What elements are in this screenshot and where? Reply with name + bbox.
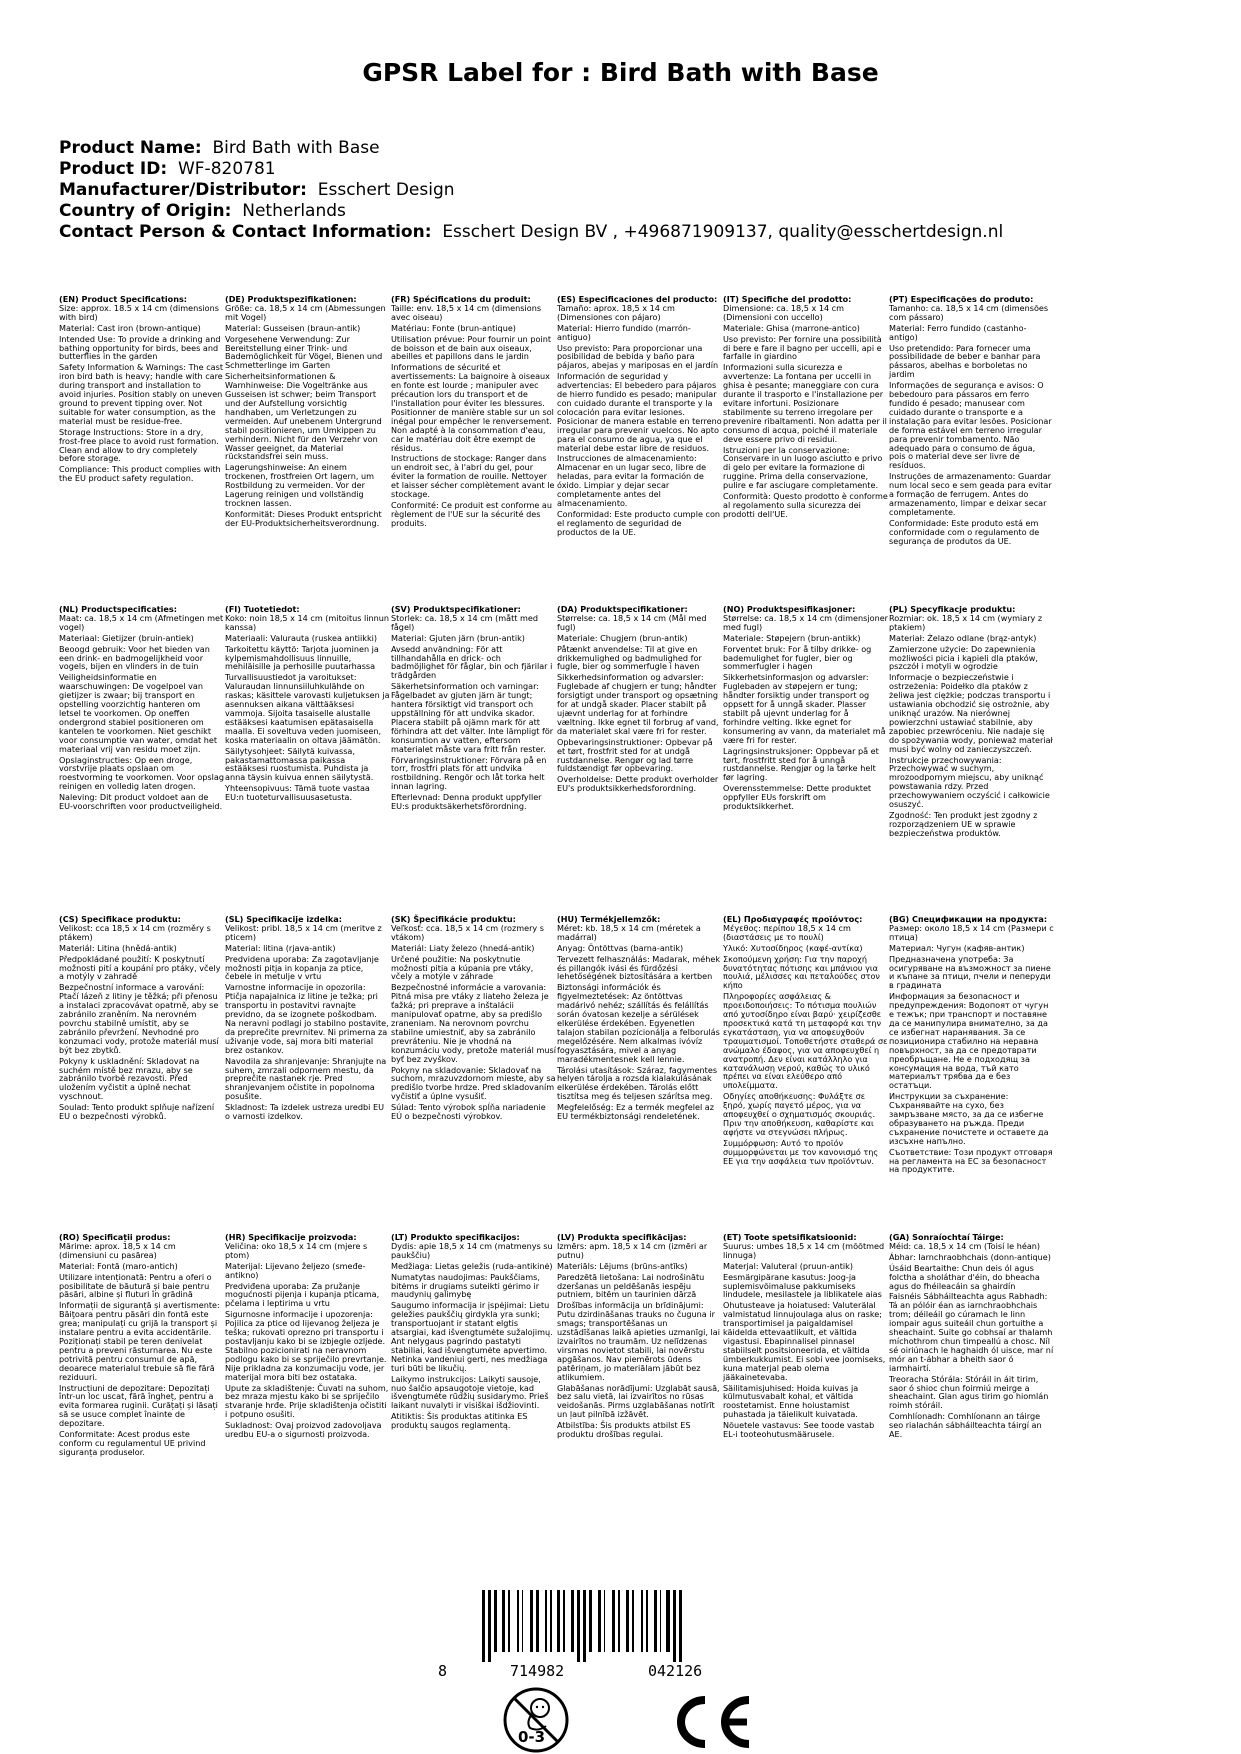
spec-paragraph: Size: approx. 18.5 x 14 cm (dimensions with bird) (59, 302, 219, 322)
spec-block (557, 1233, 722, 1439)
spec-paragraph: Taille: env. 18,5 x 14 cm (dimensions avec oiseau) (391, 302, 542, 322)
spec-heading: (RO) Specificații produs: (59, 1232, 171, 1242)
spec-paragraph: Materiaali: Valurauta (ruskea antiikki) (225, 632, 378, 643)
spec-paragraph: Tarkoitettu käyttö: Tarjota juominen ja kylpemismahdollisuus linnuille, mehiläisille ja perhosille puutarhassa (225, 643, 379, 672)
spec-paragraph: Intended Use: To provide a drinking and bathing opportunity for birds, bees and butterflies in the garden (59, 333, 221, 362)
spec-heading: (HU) Termékjellemzők: (557, 914, 661, 924)
barcode-bar (536, 1590, 539, 1652)
spec-heading: (SV) Produktspecifikationer: (391, 604, 521, 614)
spec-paragraph: Soulad: Tento produkt splňuje nařízení EU o bezpečnosti výrobků. (59, 1102, 215, 1122)
spec-paragraph: Úsáid Beartaithe: Chun deis ól agus folctha a sholáthar d'éin, do bheacha agus do fhéileacáin sa ghairdín (889, 1262, 1040, 1291)
spec-paragraph: Съответствие: Този продукт отговаря на регламента на ЕС за безопасност на продуктите. (889, 1146, 1053, 1175)
spec-paragraph: Σκοπούμενη χρήση: Για την παροχή δυνατότητας πότισης και μπάνιου για πουλιά, μέλισσες και πεταλούδες στον κήπο (723, 953, 880, 991)
barcode-bar (598, 1590, 601, 1652)
spec-paragraph: Izmērs: apm. 18,5 x 14 cm (izmēri ar putnu) (557, 1240, 708, 1260)
barcode-bar (494, 1590, 497, 1652)
spec-paragraph: Safety Information & Warnings: The cast iron bird bath is heavy; handle with care during transport and installation to avoid injuries. Position stably on uneven ground to prevent tipping over. Not suitable for water consumption, as the material must be residue-free. (59, 362, 223, 426)
spec-paragraph: Instructions de stockage: Ranger dans un endroit sec, à l'abri du gel, pour éviter la formation de rouille. Nettoyer et laisser sécher complètement avant le stockage. (391, 453, 555, 500)
spec-paragraph: Materiale: Ghisa (marrone-antico) (723, 322, 860, 333)
spec-paragraph: Sikkerhetsinformasjon og advarsler: Fuglebaden av støpejern er tung; håndter forsiktig under transport og oppsett for å unngå skader. Plasser stabilt på ujevnt underlag for å forhindre velting. Ikke egnet for konsumering av vann, da materialet må være fri for rester. (723, 672, 886, 745)
spec-paragraph: Mărime: aprox. 18,5 x 14 cm (dimensiuni cu pasărea) (59, 1240, 176, 1260)
spec-paragraph: Efterlevnad: Denna produkt uppfyller EU:s produktsäkerhetsförordning. (391, 792, 542, 812)
spec-block (723, 295, 888, 519)
spec-paragraph: Uso previsto: Per fornire una possibilità di bere e fare il bagno per uccelli, api e farfalle in giardino (723, 333, 882, 362)
spec-paragraph: Instrucciones de almacenamiento: Almacenar en un lugar seco, libre de heladas, para evitar la formación de óxido. Limpiar y dejar secar completamente antes del almacenamiento. (557, 453, 707, 508)
spec-block (889, 605, 1054, 838)
spec-paragraph: Conformidad: Este producto cumple con el reglamento de seguridad de productos de la UE. (557, 508, 721, 537)
spec-paragraph: Dydis: apie 18,5 x 14 cm (matmenys su paukščiu) (391, 1240, 553, 1260)
barcode-bar (612, 1590, 615, 1652)
spec-paragraph: Инструкции за съхранение: Съхранявайте на сухо, без замръзване място, за да се избегне образуването на ръжда. Преди съхранение почистете и оставете да изсъхне напълно. (889, 1091, 1049, 1146)
product-info-row (59, 201, 1003, 222)
spec-paragraph: Größe: ca. 18,5 x 14 cm (Abmessungen mit Vogel) (225, 302, 386, 322)
spec-block (557, 605, 722, 793)
spec-paragraph: Informații de siguranță și avertismente: Băiţoara pentru păsări din fontă este grea; manipulați cu grijă la transport și instalare pentru a evita accidentările. Poziționați stabil pe teren denivelat pentru a preveni răsturnarea. Nu este potrivită pentru consumul de apă, deoarece materialul trebuie să fie fără reziduuri. (59, 1300, 220, 1382)
spec-block (557, 295, 722, 537)
spec-paragraph: Material: Gusseisen (braun-antik) (225, 322, 361, 333)
spec-paragraph: Méid: ca. 18,5 x 14 cm (Toisí le héan) (889, 1240, 1041, 1251)
spec-paragraph: Comhlíonadh: Comhlíonann an táirge seo rialachán sábháilteachta táirgí an AE. (889, 1411, 1042, 1440)
spec-paragraph: Paredzētā lietošana: Lai nodrošinātu dzeršanas un peldēšanās iespēju putniem, bitēm un taurinien dārzā (557, 1271, 705, 1300)
spec-paragraph: Overholdelse: Dette produkt overholder EU's produktsikkerhedsforordning. (557, 774, 719, 794)
spec-block (889, 295, 1054, 545)
spec-paragraph: Materiale: Chugjern (brun-antik) (557, 632, 688, 643)
spec-block (391, 1233, 556, 1430)
spec-paragraph: Conformité: Ce produit est conforme au règlement de l'UE sur la sécurité des produits. (391, 499, 552, 528)
spec-paragraph: Material: Ferro fundido (castanho-antigo) (889, 322, 1027, 342)
spec-block (59, 295, 224, 483)
product-info-value: Netherlands (242, 201, 346, 221)
spec-paragraph: Předpokládané použití: K poskytnutí možnosti pití a koupání pro ptáky, včely a motýly v zahradě (59, 953, 221, 982)
spec-paragraph: Tárolási utasítások: Száraz, fagymentes helyen tárolja a rozsda kialakulásának elkerülése érdekében. Tárolás előtt tisztítsa meg és teljesen szárítsa meg. (557, 1064, 718, 1102)
spec-paragraph: Atbilstība: Šis produkts atbilst ES produktu drošības regulai. (557, 1420, 691, 1440)
spec-paragraph: Οδηγίες αποθήκευσης: Φυλάξτε σε ξηρό, χωρίς παγετό μέρος, για να αποφευχθεί ο σχηματισμός σκουριάς. Πριν την αποθήκευση, καθαρίστε και αφήστε να στεγνώσει πλήρως. (723, 1091, 876, 1137)
barcode-bar (654, 1590, 657, 1652)
spec-paragraph: Utilisation prévue: Pour fournir un point de boisson et de bain aux oiseaux, abeilles et papillons dans le jardin (391, 333, 552, 362)
barcode-bar (632, 1590, 634, 1652)
barcode-bar (557, 1590, 560, 1652)
spec-heading: (SK) Špecifikácie produktu: (391, 914, 516, 924)
spec-paragraph: Materjal: Valuteral (pruun-antik) (723, 1260, 853, 1271)
spec-paragraph: Lagringsinstruksjoner: Oppbevar på et tørt, frostfritt sted for å unngå rustdannelse. Rengjør og la tørke helt før lagring. (723, 745, 879, 783)
barcode-bars (478, 1590, 768, 1662)
spec-paragraph: Uso previsto: Para proporcionar una posibilidad de bebida y baño para pájaros, abejas y mariposas en el jardín (557, 342, 719, 371)
spec-paragraph: Størrelse: ca. 18,5 x 14 cm (Mål med fugl) (557, 612, 707, 632)
barcode-bar (563, 1590, 565, 1652)
spec-heading: (DA) Produktspecifikationer: (557, 604, 688, 614)
spec-paragraph: Tervezett felhasználás: Madarak, méhek és pillangók ivási és fürdőzési lehetőségének biztosítására a kertben (557, 953, 721, 982)
spec-paragraph: Informacje o bezpieczeństwie i ostrzeżenia: Poidełko dla ptaków z żeliwa jest ciężkie; podczas transportu i ustawiania obchodzić się ostrożnie, aby uniknąć urazów. Na nierównej powierzchni ustawiać stabilnie, aby zapobiec przewróceniu. Nie nadaje się do spożywania wody, ponieważ materiał musi być wolny od zanieczyszczeń. (889, 672, 1053, 754)
spec-paragraph: Určené použitie: Na poskytnutie možnosti pitia a kúpania pre vtáky, včely a motýle v záhrade (391, 953, 534, 982)
spec-paragraph: Medžiaga: Lietas geležis (ruda-antikinė) (391, 1260, 553, 1271)
spec-paragraph: Faisnéis Sábháilteachta agus Rabhadh: Tá an pólóir éan as iarnchraobhchais trom; déileáil go cúramach le linn iompair agus suiteáil chun gortuithe a sheachaint. Suite go cobhsaí ar thalamh míchothrom chun timpeallú a chosc. Níl sé oiriúnach le haghaidh ól uisce, mar ní mór an t-ábhar a bheith saor ó iarmhairtí. (889, 1291, 1054, 1373)
page-title: GPSR Label for : Bird Bath with Base (362, 58, 879, 87)
spec-heading: (PT) Especificações do produto: (889, 294, 1034, 304)
product-info-value: Esschert Design BV , +496871909137, quality@esschertdesign.nl (442, 222, 1004, 242)
product-info (59, 138, 1003, 243)
spec-paragraph: Информация за безопасност и предупреждения: Водопоят от чугун е тежък; при транспорт и поставяне да се манипулира внимателно, за да се избегнат наранявания. За се позиционира стабилно на неравна повърхност, за да се предотврати преобръщане. Не е подходящ за консумация на вода, тъй като материалът трябва да е без остатъци. (889, 991, 1049, 1091)
spec-paragraph: Dimensione: ca. 18,5 x 14 cm (Dimensioni con uccello) (723, 302, 845, 322)
spec-paragraph: Material: litina (rjava-antik) (225, 942, 336, 953)
spec-block (889, 1233, 1054, 1439)
spec-block (225, 915, 390, 1121)
barcode-bar (618, 1590, 620, 1652)
spec-heading: (LV) Produkta specifikācijas: (557, 1232, 687, 1242)
spec-paragraph: Sukladnost: Ovaj proizvod zadovoljava uredbu EU-a o sigurnosti proizvoda. (225, 1420, 382, 1440)
spec-heading: (ET) Toote spetsifikatsioonid: (723, 1232, 857, 1242)
spec-paragraph: Laikymo instrukcijos: Laikyti sausoje, nuo šalčio apsaugotoje vietoje, kad išvengtumėte rūdžių susidarymo. Prieš laikant nuvalyti ir visiškai išdžiovinti. (391, 1373, 549, 1411)
barcode-bar (604, 1590, 605, 1652)
spec-block (391, 915, 556, 1121)
spec-paragraph: Conformitate: Acest produs este conform cu regulamentul UE privind siguranța produselor. (59, 1429, 206, 1457)
barcode-bar (508, 1590, 510, 1652)
spec-block (723, 605, 888, 811)
spec-paragraph: Información de seguridad y advertencias: El bebedero para pájaros de hierro fundido es pesado; manipular con cuidado durante el transporte y la colocación para evitar lesiones. Posicionar de manera estable en terreno irregular para prevenir vuelcos. No apto para el consumo de agua, ya que el material debe estar libre de residuos. (557, 371, 722, 453)
spec-paragraph: Naleving: Dit product voldoet aan de EU-voorschriften voor productveiligheid. (59, 792, 223, 812)
spec-paragraph: Πληροφορίες ασφάλειας & προειδοποιήσεις: Το πότισμα πουλιών από χυτοσίδηρο είναι βαρύ· χειρίζεσθε προσεκτικά κατά τη μεταφορά και την εγκατάσταση, για να αποφευχθούν τραυματισμοί. Τοποθετήστε σταθερά σε ανώμαλο έδαφος, για να αποφευχθεί η ανατροπή. Δεν είναι κατάλληλο για κατανάλωση νερού, καθώς το υλικό πρέπει να είναι ελεύθερο από υπολείμματα. (723, 991, 888, 1091)
spec-paragraph: Yhteensopivuus: Tämä tuote vastaa EU:n tuoteturvallisuusasetusta. (225, 783, 370, 803)
barcode-digits-right: 042126 (648, 1662, 703, 1680)
spec-heading: (FI) Tuotetiedot: (225, 604, 300, 614)
spec-paragraph: Размер: около 18,5 x 14 cm (Размери с птица) (889, 922, 1054, 942)
spec-paragraph: Glabāšanas norādījumi: Uzglabāt sausā, bez salu vietā, lai izvairītos no rūsas veidošanās. Pirms uzglabāšanas notīrīt un ļaut pilnībā izžāvēt. (557, 1382, 720, 1420)
spec-paragraph: Materiál: Liaty železo (hnedá-antik) (391, 942, 535, 953)
spec-paragraph: Storlek: ca. 18,5 x 14 cm (mått med fågel) (391, 612, 539, 632)
spec-heading: (IT) Specifiche del prodotto: (723, 294, 852, 304)
spec-paragraph: Συμμόρφωση: Αυτό το προϊόν συμμορφώνεται με τον κανονισμό της ΕΕ για την ασφάλεια των προϊόντων. (723, 1137, 879, 1166)
spec-heading: (BG) Спецификации на продукта: (889, 914, 1048, 924)
spec-paragraph: Numatytas naudojimas: Paukščiams, bitėms ir drugiams suteikti gėrimo ir maudynių galimybę (391, 1271, 540, 1300)
spec-paragraph: Turvallisuustiedot ja varoitukset: Valuraudan linnunsiiluhkulähde on raskas; käsittele varovasti kuljetuksen ja asennuksen aikana välttääksesi vammoja. Sijoita tasaiselle alustalle estääksesi kaatumisen epätasaisella maalla. Ei soveltuva veden juomiseen, koska materiaalin on oltava jäämätön. (225, 672, 390, 745)
spec-paragraph: Matériau: Fonte (brun-antique) (391, 322, 516, 333)
product-info-row (59, 222, 1003, 243)
spec-paragraph: Méret: kb. 18,5 x 14 cm (méretek a madárral) (557, 922, 701, 942)
spec-paragraph: Opbevaringsinstruktioner: Opbevar på et tørt, frostfrit sted for at undgå rustdannelse. Rengør og lad tørre fuldstændigt før opbevaring. (557, 736, 713, 774)
barcode-bar (482, 1590, 485, 1662)
product-info-label: Manufacturer/Distributor: (59, 180, 307, 200)
spec-block (391, 295, 556, 528)
spec-paragraph: Skladnost: Ta izdelek ustreza uredbi EU o varnosti izdelkov. (225, 1102, 385, 1122)
barcode-bar (517, 1590, 519, 1652)
spec-paragraph: Uso pretendido: Para fornecer uma possibilidade de beber e banhar para pássaros, abelhas e borboletas no jardim (889, 342, 1041, 380)
spec-paragraph: Predvidena uporaba: Za zagotavljanje možnosti pitja in kopanja za ptice, čebele in metulje v vrtu (225, 953, 379, 982)
spec-paragraph: Konformität: Dieses Produkt entspricht der EU-Produktsicherheitsverordnung. (225, 508, 382, 528)
spec-heading: (GA) Sonraíochtaí Táirge: (889, 1232, 1004, 1242)
spec-paragraph: Anyag: Öntöttvas (barna-antik) (557, 942, 684, 953)
spec-paragraph: Compliance: This product complies with the EU product safety regulation. (59, 464, 221, 484)
product-info-label: Contact Person & Contact Information: (59, 222, 432, 242)
barcode-bar (641, 1590, 643, 1652)
barcode-bar (666, 1590, 670, 1652)
spec-paragraph: Upute za skladištenje: Čuvati na suhom, bez mraza mjestu kako bi se spriječilo stvaranje hrđe. Prije skladištenja očistiti i potpuno osušiti. (225, 1382, 389, 1420)
barcode-digit-lead: 8 (438, 1662, 448, 1680)
spec-paragraph: Veiligheidsinformatie en waarschuwingen: De vogelpoel van gietijzer is zwaar; bij transport en opstelling voorzichtig hanteren om letsel te voorkomen. Op oneffen ondergrond stabiel positioneren om kantelen te voorkomen. Niet geschikt voor consumptie van water, omdat het materiaal vrij van residu moet zijn. (59, 672, 218, 754)
spec-paragraph: Μέγεθος: περίπου 18,5 x 14 cm (διαστάσεις με το πουλί) (723, 922, 851, 942)
spec-paragraph: Sikkerhedsinformation og advarsler: Fuglebade af chugjern er tung; håndter forsigtigt under transport og opsætning for at undgå skader. Placer stabilt på ujævnt underlag for at forhindre væltning. Ikke egnet til forbrug af vand, da materialet skal være fri for rester. (557, 672, 719, 736)
product-info-row (59, 159, 1003, 180)
spec-paragraph: Påtænkt anvendelse: Til at give en drikkemulighed og badmulighed for fugle, bier og sommerfugle i haven (557, 643, 702, 672)
spec-heading: (HR) Specifikacije proizvoda: (225, 1232, 357, 1242)
spec-paragraph: Materiaal: Gietijzer (bruin-antiek) (59, 632, 194, 643)
ce-mark-icon (667, 1694, 755, 1750)
spec-paragraph: Material: Cast iron (brown-antique) (59, 322, 201, 333)
spec-paragraph: Material: Gjuten järn (brun-antik) (391, 632, 525, 643)
spec-heading: (SL) Specifikacije izdelka: (225, 914, 343, 924)
spec-heading: (NL) Productspecificaties: (59, 604, 177, 614)
barcode (438, 1590, 804, 1680)
spec-paragraph: Säilytysohjeet: Säilytä kuivassa, pakastamattomassa paikassa estääksesi ruostumista. Puhdista ja anna täysin kuivua ennen säilytystä. (225, 745, 374, 783)
spec-paragraph: Saugumo informacija ir įspėjimai: Lietu geležies paukščių girdykla yra sunki; transportuojant ir statant elgtis atsargiai, kad išvengtumėte sužalojimų. Ant nelygaus pagrindo pastatyti stabiliai, kad išvengtumėte apvertimo. Netinka vandeniui gerti, nes medžiaga turi būti be likučių. (391, 1300, 553, 1373)
barcode-bar (589, 1590, 592, 1652)
spec-paragraph: Zgodność: Ten produkt jest zgodny z rozporządzeniem UE w sprawie bezpieczeństwa produktów. (889, 809, 1038, 838)
barcode-bar (502, 1590, 505, 1652)
spec-paragraph: Material: Hierro fundido (marrón-antiguo) (557, 322, 691, 342)
spec-paragraph: Avsedd användning: För att tillhandahålla en drick- och badmöjlighet för fåglar, bin och fjärilar i trädgården (391, 643, 553, 681)
product-info-row (59, 138, 1003, 159)
spec-paragraph: Varnostne informacije in opozorila: Ptičja napajalnica iz litine je težka; pri transportu in postavitvi ravnajte previdno, da se izognete poškodbam. Na neravni podlagi jo stabilno postavite, da preprečite prevrnitev. Ni primerna za uživanje vode, saj mora biti material brez ostankov. (225, 982, 389, 1055)
spec-paragraph: Beoogd gebruik: Voor het bieden van een drink- en badmogelijkheid voor vogels, bijen en vlinders in de tuin (59, 643, 210, 672)
barcode-bar (571, 1590, 574, 1652)
spec-paragraph: Säkerhetsinformation och varningar: Fågelbadet av gjuten järn är tungt; hantera försiktigt vid transport och uppställning för att undvika skador. Placera stabilt på ojämn mark för att förhindra att det välter. Inte lämpligt för konsumtion av vatten, eftersom materialet måste vara fritt från rester. (391, 681, 554, 754)
spec-paragraph: Pokyny k uskladnění: Skladovat na suchém místě bez mrazu, aby se zabránilo tvorbě rezavosti. Před uložením vyčistit a úplně nechat vyschnout. (59, 1055, 200, 1102)
spec-paragraph: Navodila za shranjevanje: Shranjujte na suhem, zmrzali odpornem mestu, da preprečite nastanek rje. Pred shranjevanjem očistite in popolnoma posušite. (225, 1055, 387, 1102)
spec-paragraph: Utilizare intenționată: Pentru a oferi o posibilitate de băutură și baie pentru păsări, albine și fluturi în grădină (59, 1271, 212, 1300)
barcode-bar (522, 1590, 523, 1652)
spec-paragraph: Materiale: Støpejern (brun-antikk) (723, 632, 861, 643)
spec-paragraph: Tamanho: ca. 18,5 x 14 cm (dimensões com pássaro) (889, 302, 1049, 322)
barcode-bar (488, 1590, 491, 1662)
spec-paragraph: Forventet bruk: For å tilby drikke- og bademulighet for fugler, bier og sommerfugler i hagen (723, 643, 872, 672)
product-info-row (59, 180, 1003, 201)
spec-paragraph: Maat: ca. 18,5 x 14 cm (Afmetingen met vogel) (59, 612, 224, 632)
spec-block (723, 915, 888, 1165)
spec-paragraph: Súlad: Tento výrobok spĺňa nariadenie EÚ o bezpečnosti výrobkov. (391, 1102, 546, 1122)
product-info-value: Bird Bath with Base (212, 138, 380, 158)
spec-paragraph: Overensstemmelse: Dette produktet oppfyller EUs forskrift om produktsikkerhet. (723, 783, 872, 812)
spec-block (225, 1233, 390, 1439)
spec-block (59, 605, 224, 811)
spec-paragraph: Materijal: Lijevano željezo (smeđe-antikno) (225, 1260, 366, 1280)
spec-paragraph: Atitiktis: Šis produktas atitinka ES produktų saugos reglamentą. (391, 1411, 528, 1431)
product-info-label: Product Name: (59, 138, 202, 158)
spec-block (59, 915, 224, 1121)
product-info-value: WF-820781 (177, 159, 276, 179)
product-info-value: Esschert Design (317, 180, 455, 200)
spec-paragraph: Förvaringsinstruktioner: Förvara på en torr, frostfri plats för att undvika rostbildning. Rengör och låt torka helt innan lagring. (391, 754, 547, 792)
spec-paragraph: Materiál: Litina (hnědá-antik) (59, 942, 177, 953)
spec-paragraph: Ábhar: Iarnchraobhchais (donn-antique) (889, 1251, 1051, 1262)
spec-paragraph: Biztonsági információk és figyelmeztetések: Az öntöttvas madárivó nehéz; szállítás és felállítás során óvatosan kezelje a sérülések elkerülése érdekében. Egyenetlen talajon stabilan pozícionálja a felborulás megelőzésére. Nem alkalmas ivóvíz fogyasztására, mivel a anyag maradékmentesnek kell lennie. (557, 982, 720, 1064)
barcode-bar (550, 1590, 552, 1652)
spec-paragraph: Material: Fontă (maro-antich) (59, 1260, 178, 1271)
spec-paragraph: Instrukcje przechowywania: Przechowywać w suchym, mrozoodpornym miejscu, aby uniknąć powstawania rdzy. Przed przechowywaniem oczyścić i całkowicie osuszyć. (889, 754, 1050, 810)
spec-paragraph: Istruzioni per la conservazione: Conservare in un luogo asciutto e privo di gelo per evitare la formazione di ruggine. Prima della conservazione, pulire e far asciugare completamente. (723, 444, 883, 491)
spec-paragraph: Pokyny na skladovanie: Skladovať na suchom, mrazuvzdornom mieste, aby sa predišlo tvorbe hrdze. Pred skladovaním vyčistiť a úplne vysušiť. (391, 1064, 556, 1102)
spec-paragraph: Treoracha Stórála: Stóráil in áit tirim, saor ó shioc chun foirmiú meirge a sheachaint. Glan agus tirim go hiomlán roimh stóráil. (889, 1373, 1049, 1411)
barcode-bar (660, 1590, 661, 1652)
spec-paragraph: Eesmärgipärane kasutus: Joog-ja suplemisvõimaluse pakkumiseks lindudele, mesilastele ja liblikatele aias (723, 1271, 882, 1300)
spec-paragraph: Nõuetele vastavus: See toode vastab EL-i tooteohutusmäärusele. (723, 1420, 875, 1440)
spec-block (391, 605, 556, 811)
spec-paragraph: Zamierzone użycie: Do zapewnienia możliwości picia i kąpieli dla ptaków, pszczół i motyli w ogrodzie (889, 643, 1038, 672)
spec-paragraph: Suurus: umbes 18,5 x 14 cm (mõõtmed linnuga) (723, 1240, 885, 1260)
spec-paragraph: Predviđena uporaba: Za pružanje mogućnosti pijenja i kupanja pticama, pčelama i leptirima u vrtu (225, 1280, 380, 1309)
barcode-bar (646, 1590, 648, 1652)
spec-paragraph: Conformidade: Este produto está em conformidade com o regulamento de segurança de produtos da UE. (889, 517, 1040, 546)
spec-paragraph: Sigurnosne informacije i upozorenja: Pojilica za ptice od lijevanog željeza je teška; rukovati oprezno pri transportu i postavljanju kako bi se izbjegle ozljede. Stabilno pozicionirati na neravnom podlogu kako bi se spriječilo prevrtanje. Nije prikladna za konzumaciju vode, jer materijal mora biti bez ostataka. (225, 1309, 387, 1382)
spec-paragraph: Υλικό: Χυτοσίδηρος (καφέ-αντίκα) (723, 942, 863, 953)
spec-paragraph: Opslaginstructies: Op een droge, vorstvrije plaats opslaan om roestvorming te voorkomen. Voor opslag reinigen en volledig laten drogen. (59, 754, 224, 792)
spec-paragraph: Informazioni sulla sicurezza e avvertenze: La fontana per uccelli in ghisa è pesante; maneggiare con cura durante il trasporto e l'installazione per evitare infortuni. Posizionare stabilmente su terreno irregolare per prevenire ribaltamenti. Non adatta per il consumo di acqua, poiché il materiale deve essere privo di residui. (723, 362, 887, 444)
barcode-bar (530, 1590, 533, 1652)
spec-paragraph: Bezpečnostní informace a varování: Ptačí lázeň z litiny je těžká; při přenosu a instalaci zpracovávat opatrně, aby se zabránilo zraněním. Na nerovném povrchu stabilně umístit, aby se zabránilo převržení. Nevhodné pro konzumaci vody, protože materiál musí být bez zbytků. (59, 982, 219, 1055)
barcode-bar (679, 1590, 682, 1662)
spec-heading: (EL) Προδιαγραφές προϊόντος: (723, 914, 863, 924)
spec-paragraph: Materiāls: Lējums (brūns-antīks) (557, 1260, 688, 1271)
spec-paragraph: Conformità: Questo prodotto è conforme al regolamento sulla sicurezza dei prodotti dell'UE. (723, 491, 888, 519)
spec-block (225, 295, 390, 528)
barcode-bar (545, 1590, 547, 1652)
spec-heading: (PL) Specyfikacje produktu: (889, 604, 1016, 614)
spec-block (889, 915, 1054, 1174)
svg-text:0-3: 0-3 (518, 1728, 546, 1746)
barcode-bar (577, 1590, 580, 1662)
spec-paragraph: Drošības informācija un brīdinājumi: Putu dzirdināšanas trauks no čuguna ir smags; transportēšanas un uzstādīšanas laikā apieties uzmanīgi, lai izvairītos no traumām. Uz nelīdzenas virsmas novietot stabili, lai novērstu apgāšanos. Nav piemērots ūdens patēriņam, jo materiālam jābūt bez atlikumiem. (557, 1300, 720, 1382)
spec-paragraph: Informations de sécurité et avertissements: La baignoire à oiseaux en fonte est lourde ; manipuler avec précaution lors du transport et de l'installation pour éviter les blessures. Positionner de manière stable sur un sol inégal pour empêcher le renversement. Non adapté à la consommation d'eau, car le matériau doit être exempt de résidus. (391, 362, 554, 453)
spec-block (723, 1233, 888, 1439)
spec-paragraph: Megfelelőség: Ez a termék megfelel az EU termékbiztonsági rendeletének. (557, 1102, 715, 1122)
product-info-label: Country of Origin: (59, 201, 232, 221)
spec-paragraph: Velikost: cca 18,5 x 14 cm (rozměry s ptákem) (59, 922, 211, 942)
spec-paragraph: Rozmiar: ok. 18,5 x 14 cm (wymiary z ptakiem) (889, 612, 1043, 632)
spec-heading: (CS) Specifikace produktu: (59, 914, 181, 924)
spec-heading: (LT) Produkto specifikacijos: (391, 1232, 520, 1242)
spec-block (59, 1233, 224, 1457)
spec-paragraph: Instruções de armazenamento: Guardar num local seco e sem geada para evitar a formação de ferrugem. Antes do armazenamento, limpar e deixar secar completamente. (889, 471, 1052, 517)
spec-paragraph: Bezpečnostné informácie a varovania: Pitná misa pre vtáky z liateho železa je ťažká; pri preprave a inštalácii manipulovať opatrne, aby sa predišlo zraneniam. Na nerovnom povrchu stabilne umiestniť, aby sa zabránilo prevráteniu. Nie je vhodná na konzumáciu vody, pretože materiál musí byť bez zvyškov. (391, 982, 556, 1064)
spec-paragraph: Instrucțiuni de depozitare: Depozitați într-un loc uscat, fără îngheț, pentru a evita formarea ruginii. Curățați și lăsați să se usuce complet înainte de depozitare. (59, 1382, 218, 1429)
barcode-bar (626, 1590, 629, 1652)
spec-paragraph: Koko: noin 18,5 x 14 cm (mitoitus linnun kanssa) (225, 612, 390, 632)
spec-block (557, 915, 722, 1121)
spec-block (225, 605, 390, 802)
spec-paragraph: Ohutusteave ja hoiatused: Valuterälal valmistatud linnujoulaga alus on raske; transportimisel ja paigaldamisel käidelda ettevaatlikult, et vältida vigastusi. Ebapinnalisel pinnasel stabiilselt positsioneerida, et vältida ümberkukkumist. Ei sobi vee joomiseks, kuna materjal peab olema jääkainetevaba. (723, 1300, 886, 1382)
barcode-digits-left: 714982 (510, 1662, 565, 1680)
spec-paragraph: Størrelse: ca. 18,5 x 14 cm (dimensjoner med fugl) (723, 612, 889, 632)
spec-heading: (DE) Produktspezifikationen: (225, 294, 357, 304)
spec-paragraph: Säilitamisjuhised: Hoida kuivas ja külmutusvabalt kohal, et vältida roostetamist. Enne hoiustamist puhastada ja täielikult kuivatada. (723, 1382, 859, 1420)
spec-paragraph: Материал: Чугун (кафяв-антик) (889, 942, 1025, 953)
spec-heading: (NO) Produktspesifikasjoner: (723, 604, 856, 614)
product-info-label: Product ID: (59, 159, 168, 179)
spec-paragraph: Sicherheitsinformationen & Warnhinweise: Die Vogeltränke aus Gusseisen ist schwer; beim Transport und der Aufstellung vorsichtig handhaben, um Verletzungen zu vermeiden. Auf unebenem Untergrund stabil positionieren, um Umkippen zu verhindern. Nicht für den Verzehr von Wasser geeignet, da Material rückstandsfrei sein muss. (225, 371, 382, 462)
spec-paragraph: Materiał: Żelazo odlane (brąz-antyk) (889, 632, 1037, 643)
spec-paragraph: Lagerungshinweise: An einem trockenen, frostfreien Ort lagern, um Rostbildung zu vermeiden. Vor der Lagerung reinigen und vollständig trocknen lassen. (225, 462, 374, 508)
spec-heading: (ES) Especificaciones del producto: (557, 294, 718, 304)
spec-paragraph: Velikost: pribl. 18,5 x 14 cm (meritve z pticem) (225, 922, 382, 942)
age-warning-0-3-icon (502, 1686, 570, 1754)
spec-paragraph: Tamaño: aprox. 18,5 x 14 cm (Dimensiones con pájaro) (557, 302, 675, 322)
barcode-bar (583, 1590, 586, 1662)
spec-heading: (EN) Product Specifications: (59, 294, 188, 304)
spec-paragraph: Предназначена употреба: За осигуряване на възможност за пиене и къпане за птици, пчели и пеперуди в градината (889, 953, 1051, 991)
spec-heading: (FR) Spécifications du produit: (391, 294, 531, 304)
spec-paragraph: Vorgesehene Verwendung: Zur Bereitstellung einer Trink- und Bademöglichkeit für Vögel, Bienen und Schmetterlinge im Garten (225, 333, 383, 371)
spec-paragraph: Veličina: oko 18,5 x 14 cm (mjere s ptom) (225, 1240, 368, 1260)
spec-paragraph: Storage Instructions: Store in a dry, frost-free place to avoid rust formation. Clean and allow to dry completely before storage. (59, 426, 219, 464)
spec-paragraph: Informações de segurança e avisos: O bebedouro para pássaros em ferro fundido é pesado; manusear com cuidado durante o transporte e a instalação para evitar lesões. Posicionar de forma estável em terreno irregular para prevenir tombamento. Não adequado para o consumo de água, pois o material deve ser livre de resíduos. (889, 380, 1052, 471)
spec-paragraph: Veľkosť: cca. 18,5 x 14 cm (rozmery s vtákom) (391, 922, 544, 942)
barcode-bar (673, 1590, 676, 1662)
